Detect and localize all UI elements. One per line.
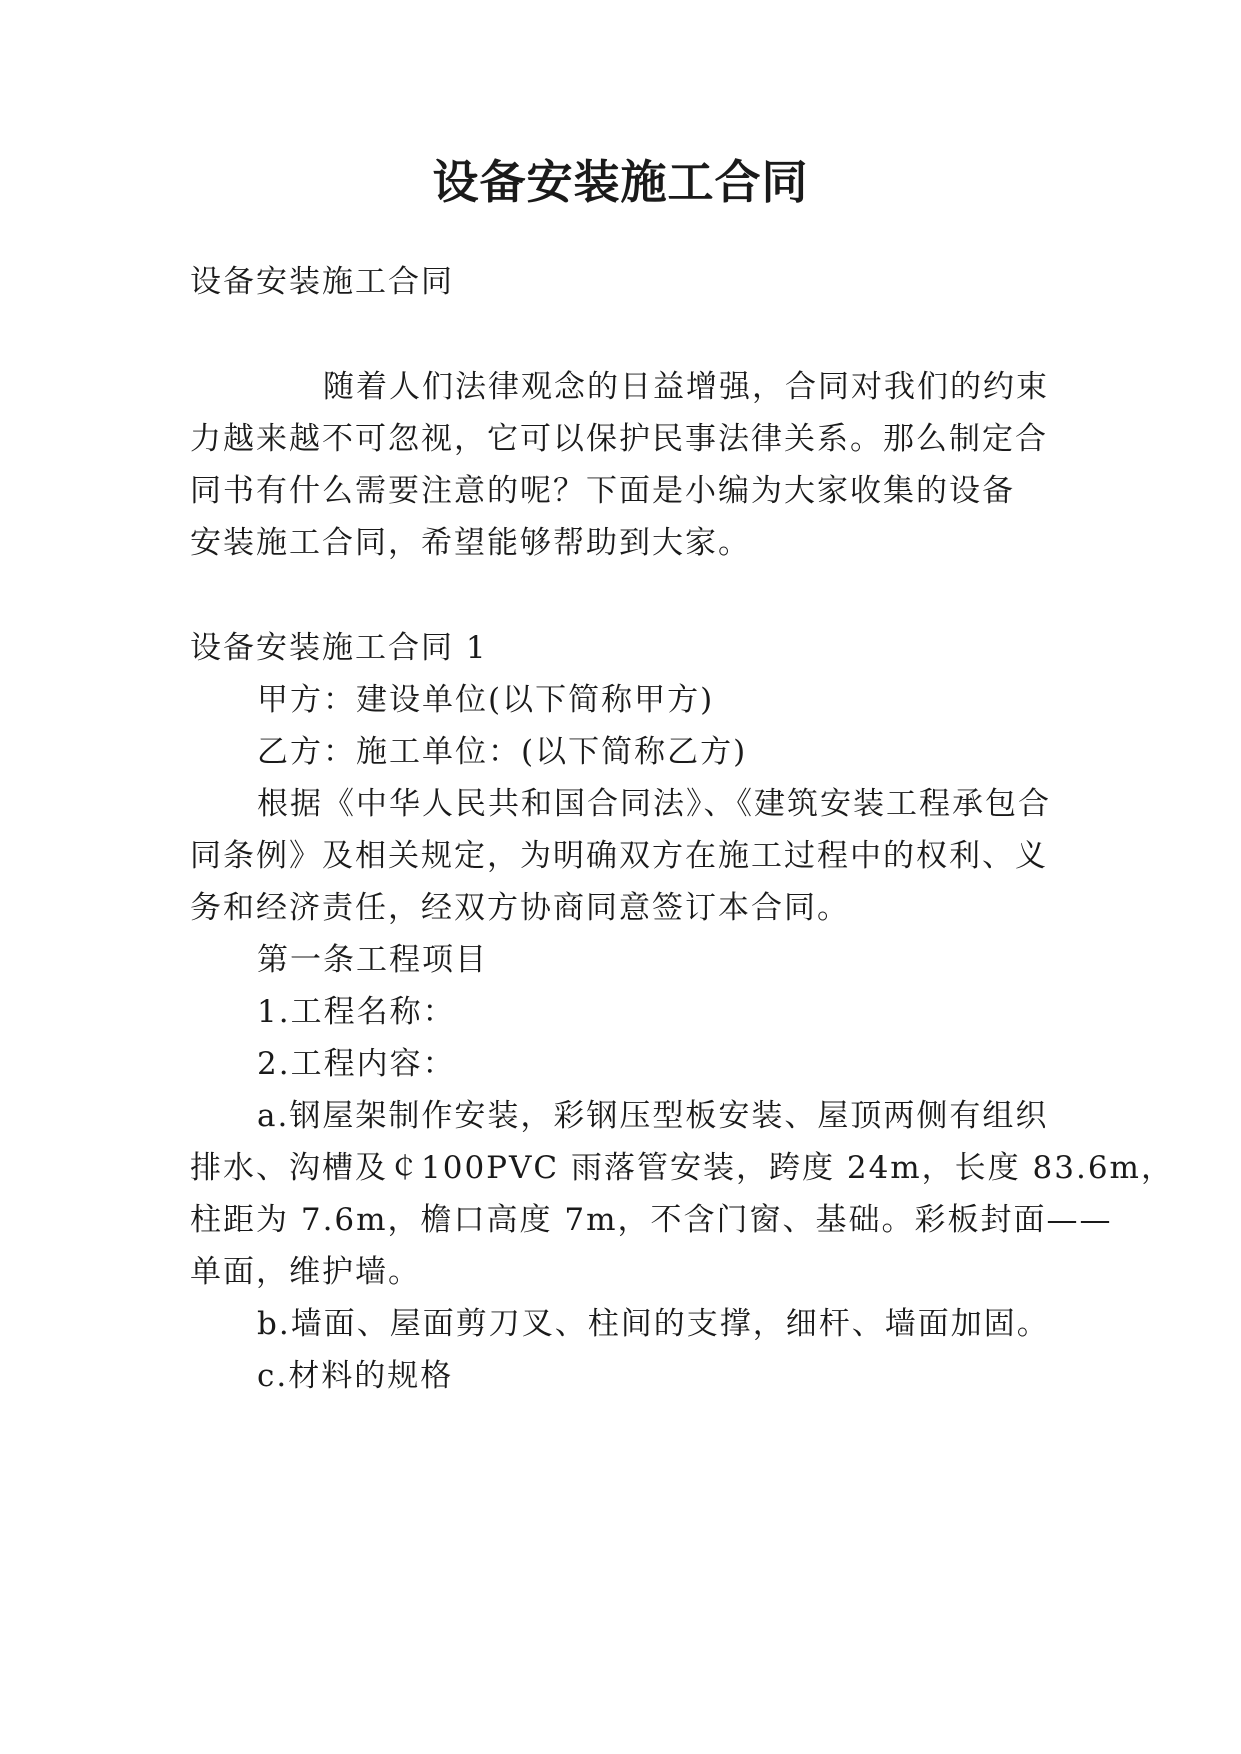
item-b-line: b.墙面、屋面剪刀叉、柱间的支撑，细杆、墙面加固。 <box>257 1306 1050 1342</box>
item-a-line-2: 排水、沟槽及￠100PVC 雨落管安装，跨度 24m，长度 83.6m， <box>190 1150 1174 1186</box>
item-a-line-1: a.钢屋架制作安装，彩钢压型板安装、屋顶两侧有组织 <box>257 1098 1049 1134</box>
item-c-line: c.材料的规格 <box>257 1358 454 1394</box>
section-heading: 设备安装施工合同 1 <box>190 630 488 666</box>
intro-line-1: 随着人们法律观念的日益增强，合同对我们的约束 <box>323 369 1049 405</box>
article-heading: 第一条工程项目 <box>257 942 488 978</box>
item-a-line-4: 单面，维护墙。 <box>190 1254 421 1290</box>
basis-line-2: 同条例》及相关规定，为明确双方在施工过程中的权利、义 <box>190 838 1048 874</box>
basis-line-3: 务和经济责任，经双方协商同意签订本合同。 <box>190 890 850 926</box>
intro-line-2: 力越来越不可忽视，它可以保护民事法律关系。那么制定合 <box>190 421 1048 457</box>
party-b-line: 乙方：施工单位：(以下简称乙方) <box>257 734 748 770</box>
intro-line-4: 安装施工合同，希望能够帮助到大家。 <box>190 525 751 561</box>
document-title: 设备安装施工合同 <box>432 155 809 209</box>
item-2-line: 2.工程内容： <box>257 1046 456 1082</box>
intro-line-3: 同书有什么需要注意的呢？下面是小编为大家收集的设备 <box>190 473 1015 509</box>
subtitle-line: 设备安装施工合同 <box>190 264 454 300</box>
party-a-line: 甲方：建设单位(以下简称甲方) <box>257 682 715 718</box>
basis-line-1: 根据《中华人民共和国合同法》、《建筑安装工程承包合 <box>257 786 1051 822</box>
item-1-line: 1.工程名称： <box>257 994 456 1030</box>
item-a-line-3: 柱距为 7.6m，檐口高度 7m，不含门窗、基础。彩板封面—— <box>190 1202 1113 1238</box>
